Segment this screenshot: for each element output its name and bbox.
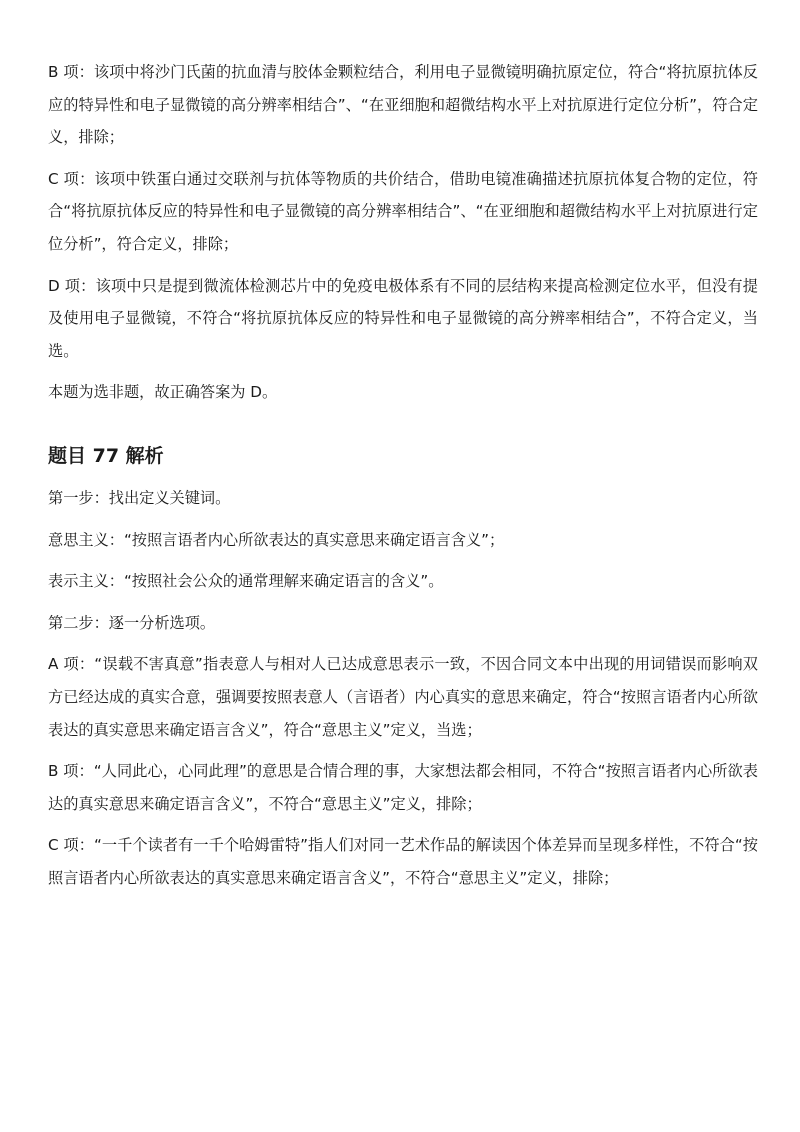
question-77-analysis	[48, 482, 758, 895]
page-content	[48, 56, 758, 903]
option-b-analysis: B 项：该项中将沙门氏菌的抗血清与胶体金颗粒结合，利用电子显微镜明确抗原定位，符合“将抗原抗体反应的特异性和电子显微镜的高分辨率相结合”、“在亚细胞和超微结构水平上对抗原进行定位分析”，符合定义，排除；	[48, 63, 758, 147]
definition-expression-meaning: 表示主义：“按照社会公众的通常理解来确定语言的含义”。	[48, 572, 444, 591]
option-b-analysis-77: B 项：“人同此心，心同此理”的意思是合情合理的事，大家想法都会相同，不符合“按照言语者内心所欲表达的真实意思来确定语言含义”，不符合“意思主义”定义，排除；	[48, 762, 758, 813]
option-a-analysis: A 项：“误载不害真意”指表意人与相对人已达成意思表示一致，不因合同文本中出现的用词错误而影响双方已经达成的真实合意，强调要按照表意人（言语者）内心真实的意思来确定，符合“按照言语者内心所欲表达的真实意思来确定语言含义”，符合“意思主义”定义，当选；	[48, 655, 758, 739]
answer-conclusion: 本题为选非题，故正确答案为 D。	[48, 383, 278, 402]
definition-subjective-meaning: 意思主义：“按照言语者内心所欲表达的真实意思来确定语言含义”；	[48, 530, 505, 549]
step-two: 第二步：逐一分析选项。	[48, 613, 216, 632]
section-heading-question-77: 题目 77 解析	[48, 444, 164, 467]
option-c-analysis-77: C 项：“一千个读者有一千个哈姆雷特”指人们对同一艺术作品的解读因个体差异而呈现多样性，不符合“按照言语者内心所欲表达的真实意思来确定语言含义”，不符合“意思主义”定义，排除；	[48, 836, 758, 887]
option-d-analysis: D 项：该项中只是提到微流体检测芯片中的免疫电极体系有不同的层结构来提高检测定位水平，但没有提及使用电子显微镜，不符合“将抗原抗体反应的特异性和电子显微镜的高分辨率相结合”，不符合定义，当选。	[48, 276, 758, 360]
option-c-analysis: C 项：该项中铁蛋白通过交联剂与抗体等物质的共价结合，借助电镜准确描述抗原抗体复合物的定位，符合“将抗原抗体反应的特异性和电子显微镜的高分辨率相结合”、“在亚细胞和超微结构水平上对抗原进行定位分析”，符合定义，排除；	[48, 169, 758, 253]
previous-question-analysis	[48, 56, 758, 409]
step-one: 第一步：找出定义关键词。	[48, 488, 231, 507]
